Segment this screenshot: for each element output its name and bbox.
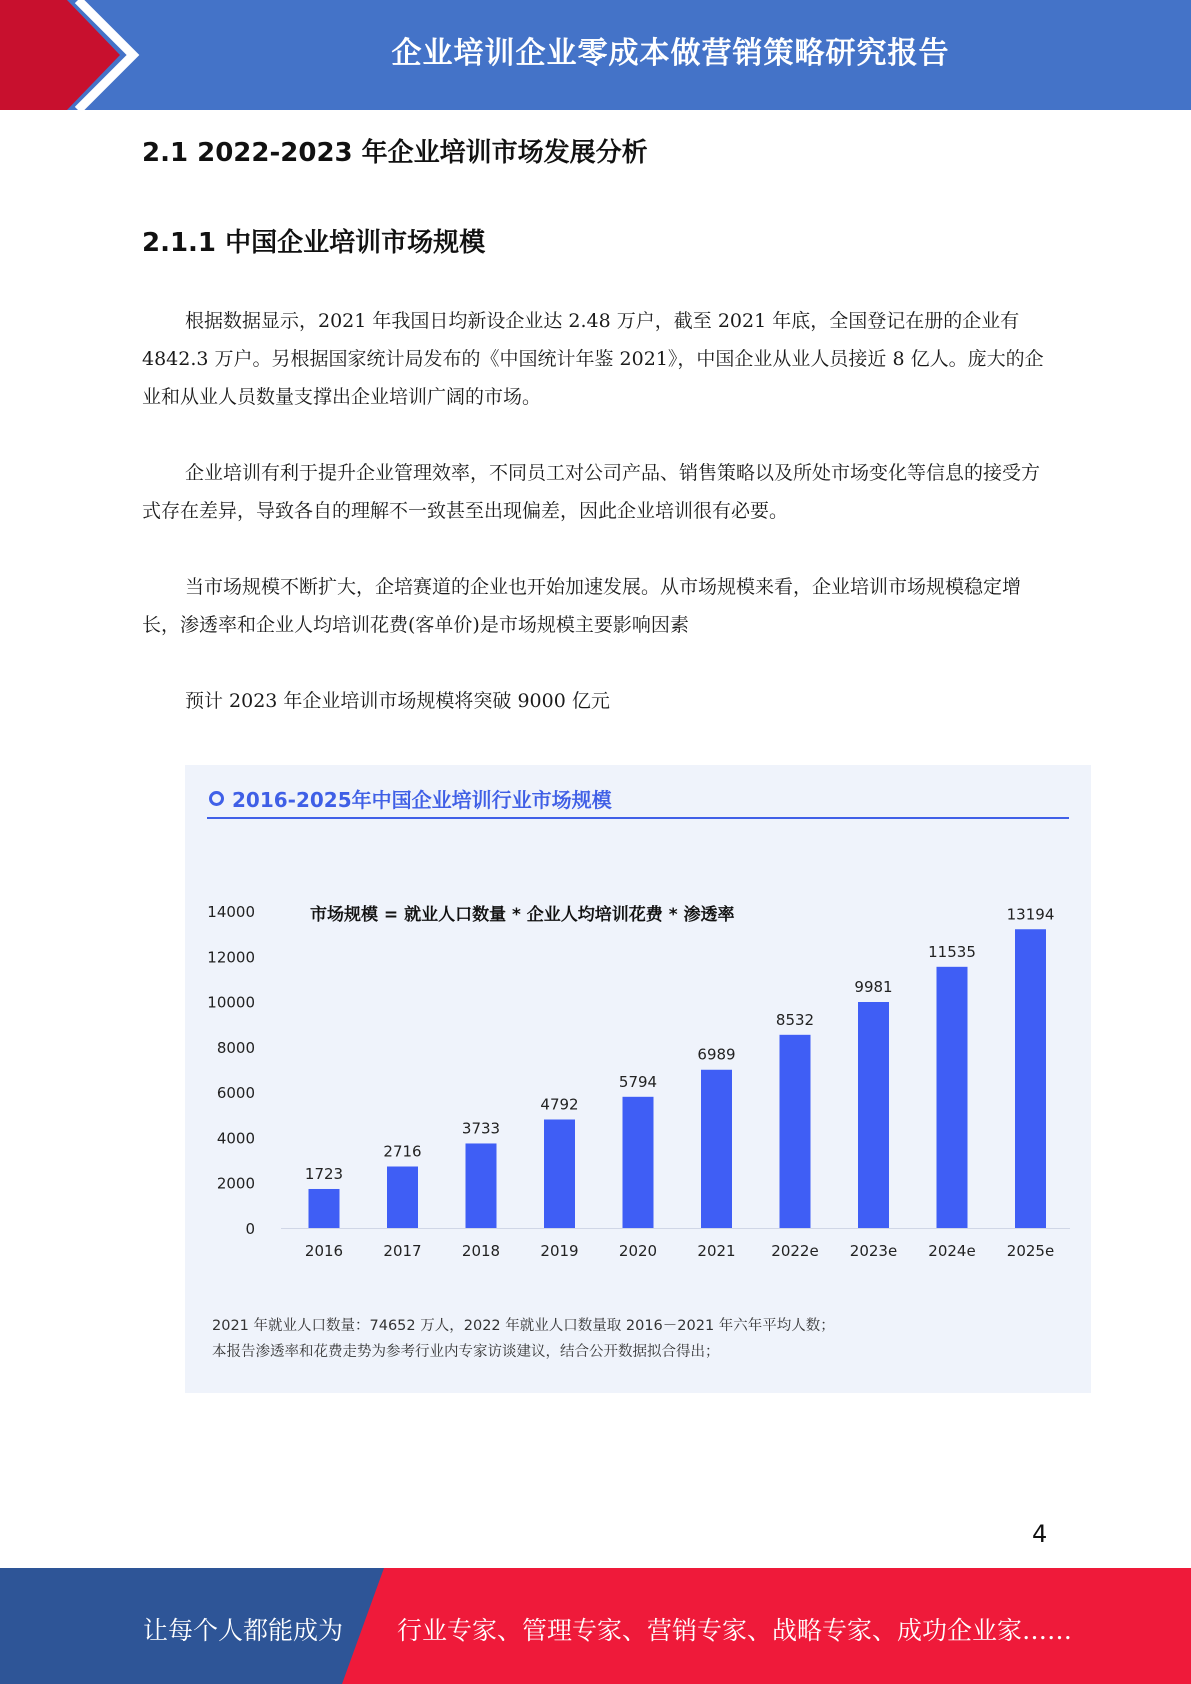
- page-header: [0, 0, 1191, 110]
- x-tick-label: 2019: [540, 1242, 579, 1260]
- y-tick-label: 14000: [207, 903, 255, 921]
- bar-value-label: 5794: [618, 1072, 658, 1091]
- bar-value-label: 13194: [1006, 905, 1055, 924]
- subsection-heading: 2.1.1 中国企业培训市场规模: [142, 228, 486, 258]
- bar-value-label: 4792: [540, 1095, 579, 1114]
- x-tick-label: 2021: [697, 1242, 736, 1260]
- chart-title: 2016-2025年中国企业培训行业市场规模: [232, 788, 612, 812]
- paragraph-3: 当市场规模不断扩大，企培赛道的企业也开始加速发展。从市场规模来看，企业培训市场规模稳定增长，渗透率和企业人均培训花费(客单价)是市场规模主要影响因素: [142, 576, 1022, 636]
- bar: [466, 1143, 497, 1228]
- paragraph-1: 根据数据显示，2021 年我国日均新设企业达 2.48 万户，截至 2021 年底，全国登记在册的企业有 4842.3 万户。另根据国家统计局发布的《中国统计年鉴 2021》，中国企业从业人员接近 8 亿人。庞大的企业和从业人员数量支撑出企业培训广阔的市场。: [142, 310, 1044, 408]
- x-tick-label: 2022e: [771, 1242, 819, 1260]
- paragraph-2: 企业培训有利于提升企业管理效率，不同员工对公司产品、销售策略以及所处市场变化等信息的接受方式存在差异，导致各自的理解不一致甚至出现偏差，因此企业培训很有必要。: [142, 462, 1041, 522]
- bar: [1015, 929, 1046, 1228]
- bar: [701, 1070, 732, 1228]
- paragraph-4: 预计 2023 年企业培训市场规模将突破 9000 亿元: [185, 690, 610, 712]
- bar: [937, 967, 968, 1228]
- bar: [309, 1189, 340, 1228]
- bar: [780, 1035, 811, 1228]
- y-tick-label: 8000: [216, 1038, 255, 1057]
- bar-chart: [185, 765, 1091, 1393]
- footer-slogan-right: 行业专家、管理专家、营销专家、战略专家、成功企业家……: [397, 1616, 1073, 1645]
- page-footer: [0, 1568, 1191, 1684]
- x-tick-label: 2020: [618, 1242, 658, 1260]
- x-tick-label: 2016: [304, 1242, 344, 1260]
- x-tick-label: 2018: [461, 1242, 501, 1260]
- bar-value-label: 3733: [461, 1119, 501, 1138]
- chart-note-2: 本报告渗透率和花费走势为参考行业内专家访谈建议，结合公开数据拟合得出；: [212, 1344, 720, 1360]
- page-number: 4: [1032, 1520, 1048, 1548]
- bar: [858, 1002, 889, 1228]
- chart-formula-annotation: 市场规模 = 就业人口数量 * 企业人均培训花费 * 渗透率: [310, 905, 735, 925]
- bar: [387, 1167, 418, 1228]
- y-tick-label: 2000: [216, 1174, 255, 1193]
- bar-value-label: 2716: [383, 1142, 422, 1161]
- y-tick-label: 6000: [216, 1084, 255, 1103]
- x-tick-label: 2025e: [1006, 1242, 1055, 1260]
- header-title: 企业培训企业零成本做营销策略研究报告: [391, 36, 950, 71]
- x-tick-label: 2017: [383, 1242, 422, 1260]
- y-tick-label: 10000: [207, 993, 255, 1012]
- header-arrow-decoration: [0, 0, 160, 110]
- y-tick-label: 4000: [216, 1129, 255, 1148]
- bar-value-label: 9981: [854, 978, 893, 997]
- y-tick-label: 0: [245, 1220, 255, 1238]
- bar-value-label: 1723: [304, 1164, 344, 1183]
- bar-value-label: 6989: [697, 1045, 736, 1064]
- bar: [544, 1119, 575, 1228]
- chart-note-1: 2021 年就业人口数量：74652 万人，2022 年就业人口数量取 2016－2021 年六年平均人数；: [212, 1318, 835, 1334]
- x-tick-label: 2024e: [928, 1242, 976, 1260]
- y-tick-label: 12000: [207, 948, 255, 967]
- section-heading: 2.1 2022-2023 年企业培训市场发展分析: [142, 138, 648, 168]
- x-tick-label: 2023e: [849, 1242, 898, 1260]
- bar: [623, 1097, 654, 1228]
- footer-slogan-left: 让每个人都能成为: [143, 1616, 344, 1645]
- bar-value-label: 8532: [775, 1010, 815, 1029]
- bar-value-label: 11535: [928, 942, 976, 961]
- chart-panel: [185, 765, 1091, 1393]
